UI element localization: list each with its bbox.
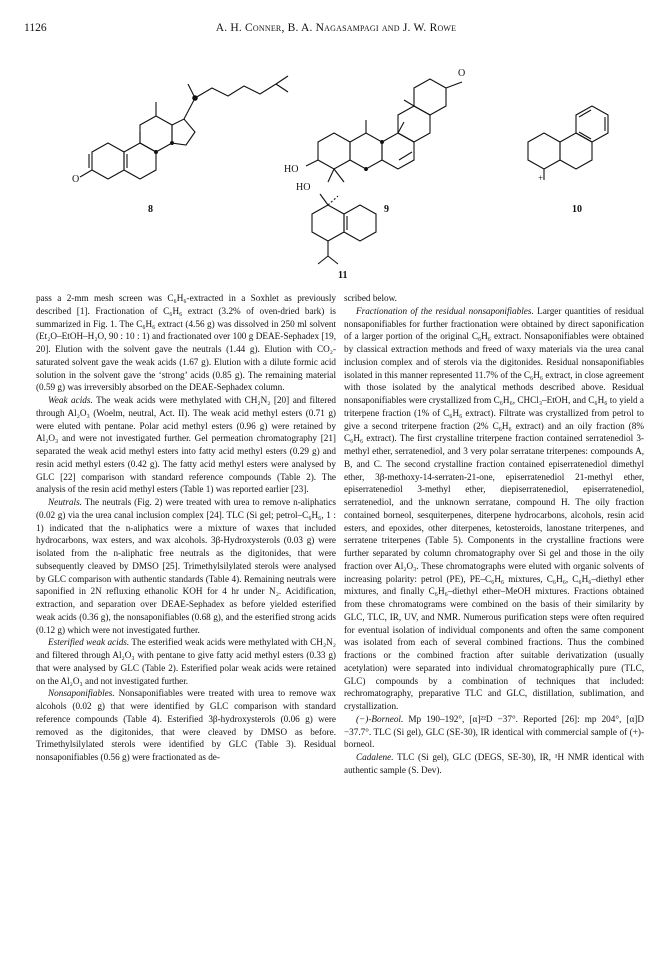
label-10: 10 xyxy=(572,204,582,215)
atom-plus10: + xyxy=(538,173,544,183)
paragraph-weak-acids: Weak acids. The weak acids were methylated with CH₂N₂ [20] and filtered through Al₂O₃ (Woelm, neutral, Act. II). The weak acid methyl esters (0.71 g) were eluted with pentane. Polar acid methyl esters (0.96 g) were retained by Al₂O₃ and were not investigated further. Gel permeation chromatography [21] separated the weak acid methyl esters into fatty acid methyl esters (0.29 g) and resin acid methyl esters (0.42 g). The fatty acid methyl esters were analysed by GLC [22] comparison with standard reference compounds (Table 2). The analysis of the resin acid methyl esters (Table 1) was reported earlier [23]. xyxy=(36,395,336,495)
paragraph-borneol: (−)-Borneol. Mp 190–192°, [α]²²D −37°. Reported [26]: mp 204°, [α]D −37.7°. TLC (Si gel), GLC (SE-30), IR identical with commercial sample of (+)-borneol. xyxy=(344,713,644,750)
structure-8 xyxy=(72,76,288,215)
structure-10 xyxy=(528,106,608,215)
paragraph-nonsaponifiables: Nonsaponifiables. Nonsaponifiables were treated with urea to remove wax alcohols (0.02 g) that were identified by GLC comparison with standard reference compounds (Table 4). Esterified 3β-hydroxysterols (0.06 g) were removed as the digitonides, that were cleaved by DMSO as before. Trimethylsilylated sterols were identified by GLC (Table 3). Residual nonsaponifiables (0.56 g) were fractionated as de- xyxy=(36,688,336,762)
section-head: Esterified weak acids. xyxy=(48,637,130,648)
running-header xyxy=(24,22,648,38)
paragraph-neutrals: Neutrals. The neutrals (Fig. 2) were treated with urea to remove n-aliphatics (0.02 g) via the urea canal inclusion complex [24]. TLC (Si gel; petrol–C₆H₆, 1 : 1) indicated that the n-aliphatics were a mixture of waxes that included hydrocarbons, wax esters, and wax alcohols. 3β-Hydroxysterols (0.03 g) were isolated from the n-aliphatic free neutrals as the digitonides, that were subsequently cleaved by DMSO [25]. Trimethylsilylated sterols were analysed by GLC comparison with authentic standards (Table 4). Remaining neutrals were saponified in 2N refluxing ethanolic KOH for 4 hr under N₂. Acidification, extraction, and separation over DEAE-Sephadex as before yielded esterified weak acids (0.36 g), the nonsaponifiables (0.68 g), and the esterified strong acids (0.12 g) which were not investigated further. xyxy=(36,497,336,635)
chemical-structures-figure xyxy=(0,40,672,292)
section-head: Weak acids. xyxy=(48,395,93,405)
label-9: 9 xyxy=(384,204,389,215)
section-head: (−)-Borneol. xyxy=(356,713,404,724)
section-head: Neutrals. xyxy=(48,497,82,507)
running-title: A. H. Conner, B. A. Nagasampagi and J. W. Rowe xyxy=(215,22,457,34)
label-8: 8 xyxy=(148,204,153,215)
section-head: Fractionation of the residual nonsaponifiables. xyxy=(356,305,534,316)
structure-11 xyxy=(296,182,376,281)
atom-o9: O xyxy=(458,68,466,79)
label-11: 11 xyxy=(338,270,348,281)
left-column xyxy=(36,292,336,764)
atom-ho9: HO xyxy=(284,164,299,175)
section-head: Cadalene. xyxy=(356,752,394,762)
paragraph: scribed below. xyxy=(344,293,397,303)
paragraph-esterified-weak-acids: Esterified weak acids. The esterified weak acids were methylated with CH₂N₂ and filtered through Al₂O₃ with pentane to give fatty acid methyl esters (0.33 g) that were analysed by GLC (Table 2). Esterified polar weak acids were retained on the Al₂O₃ and not investigated further. xyxy=(36,637,336,686)
page-number: 1126 xyxy=(24,22,47,34)
right-column xyxy=(344,292,644,777)
atom-o8: O xyxy=(72,174,80,185)
section-head: Nonsaponifiables. xyxy=(48,688,115,699)
structure-9 xyxy=(284,68,465,215)
paragraph-cadalene: Cadalene. TLC (Si gel), GLC (DEGS, SE-30), IR, ¹H NMR identical with authentic sample (S. Dev). xyxy=(344,752,644,775)
paragraph-fractionation: Fractionation of the residual nonsaponifiables. Larger quantities of residual nonsaponifiables for further fractionation were obtained by direct saponification of a larger portion of the original C₆H₆ extract. Nonsaponifiables were obtained by classical extraction methods and freed of waxy materials via the urea canal inclusion complex and of sterols via the digitonides. Residual nonsaponifiables isolated in this manner represented 11.7% of the C₆H₆ extract, in close agreement with those isolated by the analytical methods described above. Residual nonsaponifiables were crystallized from C₆H₆, CHCl₃–EtOH, and C₆H₆ to yield a triterpene fraction (1% of C₆H₆ extract). Filtrate was crystallized from petrol to give a second triterpene fraction (2% C₆H₆ extract) and an oily fraction (8% C₆H₆ extract). The first crystalline triterpene fraction contained serratenediol 3-methyl ether, serratenediol, and 3 very polar serratane triterpenes: compounds A, B, and C. The second crystalline fraction contained episerratenediol dimethyl ether, 3β-methoxy-14-serraten-21-one, episerratenediol 21-methyl ether, episerratenediol 3-methyl ether, diepiserratenediol, episerratenediol, serratenediol, and the unknown serratane, compound H. The oily fraction contained borneol, sesquiterpenes, diterpene hydrocarbons, alcohols, resin acid esters, and epoxides, other diterpenes, ketosteroids, lanostane triterpenes, and serratene triterpenes (Table 5). Components in the crystalline fractions were further separated by column chromatography over Si gel and those in the oily fraction over Al₂O₃. These chromatographs were eluted with organic solvents of increasing polarity: petrol (PE), PE–C₆H₆ mixtures, C₆H₆, C₆H₆–diethyl ether mixtures, and finally C₆H₆–diethyl ether–MeOH mixtures. Fractions obtained from these chromatograms were combined on the basis of their similarity by GLC, TLC, IR, UV, and NMR. Numerous purification steps were often required for eventual isolation of individual components and often the same component was isolated from each of several combined fractions. Thus the combined fractions or the combined fraction after suitable derivatization (usually acetylation) were separated into individual chromatographically pure (TLC, GLC) compounds by a combination of techniques that included: rechromatography, preparative TLC and GLC, distillation, sublimation, and crystallization. xyxy=(344,305,645,711)
paragraph: pass a 2-mm mesh screen was C₆H₆-extracted in a Soxhlet as previously described [1]. Fractionation of C₆H₆ extract (3.2% of oven-dried bark) is summarized in Fig. 1. The C₆H₆ extract (4.56 g) was dissolved in 250 ml solvent (Et₂O–EtOH–H₂O, 90 : 10 : 1) and fractionated over 100 g DEAE-Sephadex [19, 20]. Elution with the solvent gave the neutrals (1.44 g). Elution with CO₂-saturated solvent gave the weak acids (1.67 g). Elution with a dilute formic acid solution in the solvent gave the ‘strong’ acids (0.85 g). The remaining material (0.59 g) was irreversibly absorbed on the DEAE-Sephadex column. xyxy=(36,293,336,393)
atom-ho11: HO xyxy=(296,182,311,193)
